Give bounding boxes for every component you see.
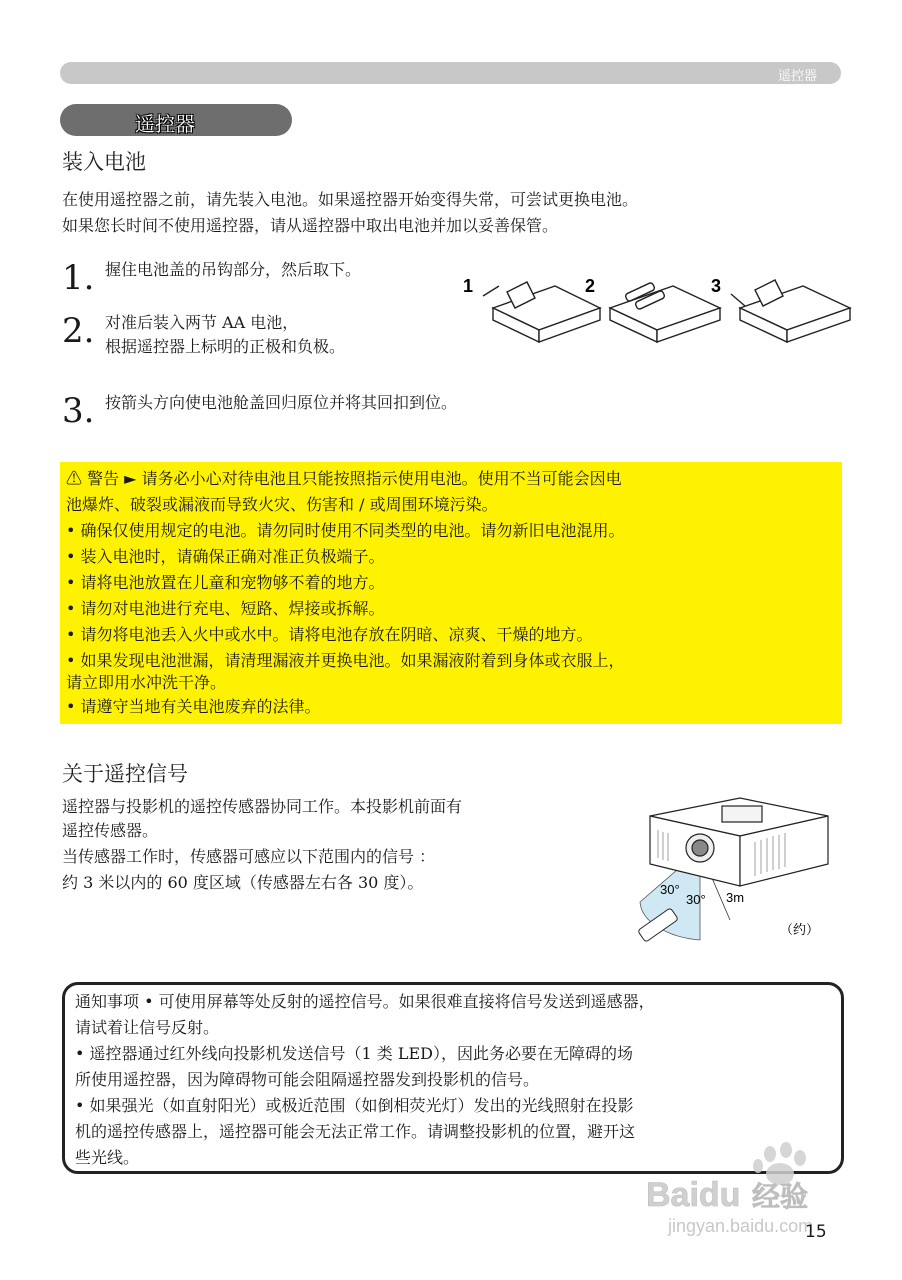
page-number: 15 <box>805 1222 827 1242</box>
warning-bullet: • 装入电池时，请确保正确对准正负极端子。 <box>66 547 385 566</box>
figure-label-2: 2 <box>585 276 596 296</box>
step-1-text: 握住电池盖的吊钩部分，然后取下。 <box>105 260 362 279</box>
watermark-brand-cn: 经验 <box>752 1180 809 1213</box>
warning-bullet-continued: 请立即用水冲洗干净。 <box>66 673 227 692</box>
signal-text-line-4: 约 3 米以内的 60 度区域（传感器左右各 30 度）。 <box>62 873 424 892</box>
signal-text-line-2: 遥控传感器。 <box>62 821 159 840</box>
notice-line: 些光线。 <box>75 1148 140 1167</box>
header-title: 遥控器 <box>777 69 817 84</box>
battery-install-figure <box>455 268 855 348</box>
notice-line: 机的遥控传感器上，遥控器可能会无法正常工作。请调整投影机的位置，避开这 <box>75 1122 636 1141</box>
header-bar <box>60 62 841 84</box>
figure-label-1: 1 <box>463 276 474 296</box>
watermark-brand: Baidu <box>646 1176 741 1214</box>
signal-heading: 关于遥控信号 <box>62 762 188 786</box>
battery-intro-line-1: 在使用遥控器之前，请先装入电池。如果遥控器开始变得失常，可尝试更换电池。 <box>62 190 639 209</box>
notice-line: 所使用遥控器，因为障碍物可能会阻隔遥控器发到投影机的信号。 <box>75 1070 540 1089</box>
step-3-number: 3. <box>62 391 95 431</box>
step-2-text-line-2: 根据遥控器上标明的正极和负极。 <box>105 337 346 356</box>
figure-label-3: 3 <box>711 276 722 296</box>
projector-signal-figure <box>630 790 840 950</box>
step-2-text-line-1: 对准后装入两节 AA 电池， <box>105 313 299 332</box>
section-title: 遥控器 <box>135 112 195 136</box>
warning-line: 池爆炸、破裂或漏液而导致火灾、伤害和 / 或周围环境污染。 <box>66 495 498 514</box>
remote-step-3-icon <box>731 280 850 342</box>
warning-bullet: • 如果发现电池泄漏，请清理漏液并更换电池。如果漏液附着到身体或衣服上， <box>66 651 625 670</box>
angle-right-label: 30° <box>686 892 706 907</box>
warning-line: ⚠ 警告 ► 请务必小心对待电池且只能按照指示使用电池。使用不当可能会因电 <box>66 469 622 488</box>
distance-label: 3m <box>726 890 745 905</box>
notice-line: 请试着让信号反射。 <box>75 1018 220 1037</box>
watermark-url: jingyan.baidu.com <box>668 1216 814 1236</box>
warning-box <box>60 462 842 724</box>
notice-line: 通知事项 • 可使用屏幕等处反射的遥控信号。如果很难直接将信号发送到遥感器， <box>75 992 655 1011</box>
notice-line: • 遥控器通过红外线向投影机发送信号（1 类 LED），因此务必要在无障碍的场 <box>75 1044 634 1063</box>
step-1-number: 1. <box>62 258 95 298</box>
battery-heading: 装入电池 <box>62 150 146 174</box>
approx-label: （约） <box>780 923 820 938</box>
angle-left-label: 30° <box>660 882 680 897</box>
battery-intro-line-2: 如果您长时间不使用遥控器，请从遥控器中取出电池并加以妥善保管。 <box>62 216 559 235</box>
signal-text-line-3: 当传感器工作时，传感器可感应以下范围内的信号 ： <box>62 847 436 866</box>
remote-step-2-icon <box>610 282 720 342</box>
step-3-text: 按箭头方向使电池舱盖回归原位并将其回扣到位。 <box>105 393 458 412</box>
step-2-number: 2. <box>62 311 95 351</box>
remote-step-1-icon <box>483 282 600 342</box>
warning-bullet: • 请勿对电池进行充电、短路、焊接或拆解。 <box>66 599 385 618</box>
warning-bullet: • 请将电池放置在儿童和宠物够不着的地方。 <box>66 573 385 592</box>
warning-bullet: • 请勿将电池丢入火中或水中。请将电池存放在阴暗、凉爽、干燥的地方。 <box>66 625 593 644</box>
warning-bullet: • 请遵守当地有关电池废弃的法律。 <box>66 697 321 716</box>
section-title-pill <box>60 104 292 136</box>
notice-line: • 如果强光（如直射阳光）或极近范围（如倒相荧光灯）发出的光线照射在投影 <box>75 1096 634 1115</box>
signal-text-line-1: 遥控器与投影机的遥控传感器协同工作。本投影机前面有 <box>62 797 463 816</box>
warning-bullet: • 确保仅使用规定的电池。请勿同时使用不同类型的电池。请勿新旧电池混用。 <box>66 521 625 540</box>
